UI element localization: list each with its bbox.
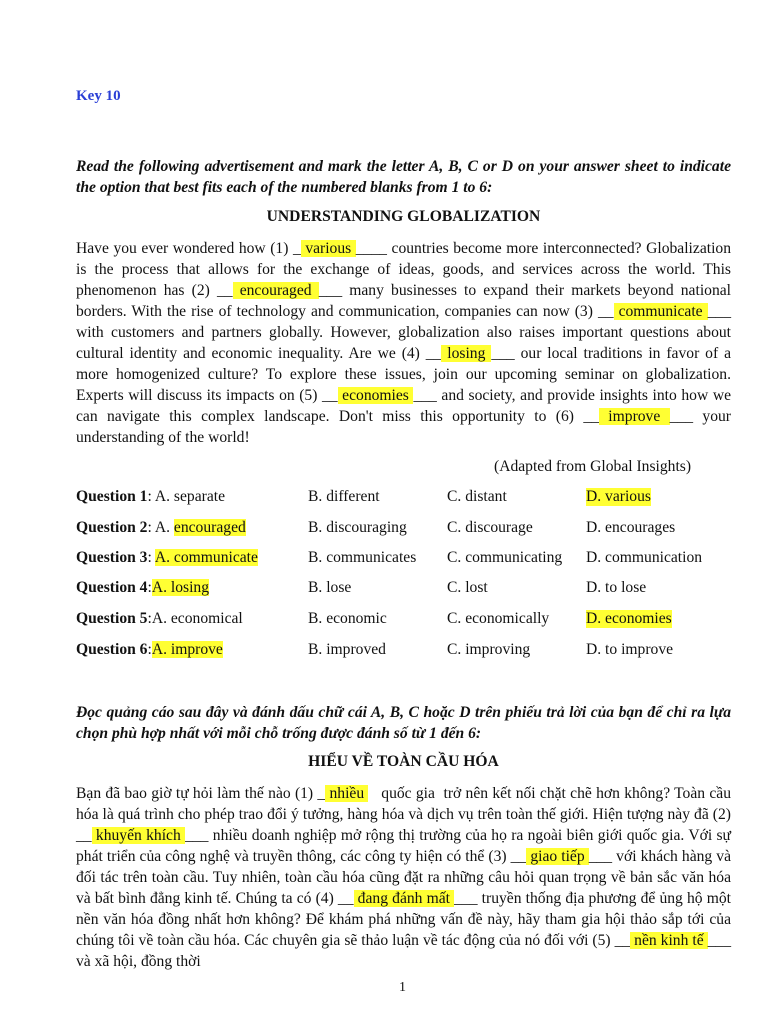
question-row-4: Question 4:A. losing B. lose C. lost D. to lose xyxy=(76,579,647,596)
answer-highlight-1: various xyxy=(300,240,356,257)
answer-highlight-6: improve xyxy=(598,408,670,425)
answer-highlight-5: nền kinh tế xyxy=(630,932,708,949)
answer-highlight-4: đang đánh mất xyxy=(353,890,455,907)
option-c: C. discourage xyxy=(447,519,533,536)
answer-highlight-5: economies xyxy=(337,387,414,404)
option-a-correct: A. losing xyxy=(151,579,210,596)
answer-highlight-2: khuyến khích xyxy=(91,827,186,844)
question-label: Question 1 xyxy=(76,488,148,505)
key-label: Key 10 xyxy=(76,88,121,104)
instruction-vietnamese: Đọc quảng cáo sau đây và đánh dấu chữ cái A, B, C hoặc D trên phiếu trả lời của bạn để chỉ ra lựa chọn phù hợp nhất với mỗi chỗ trống được đánh số từ 1 đến 6: xyxy=(76,704,731,742)
option-d: D. to lose xyxy=(586,579,647,596)
question-row-3: Question 3: A. communicate B. communicates C. communicating D. communication xyxy=(76,549,703,566)
option-b: B. communicates xyxy=(308,549,417,566)
question-row-2: Question 2: A. encouraged B. discouraging C. discourage D. encourages xyxy=(76,519,676,536)
option-d-correct: D. economies xyxy=(586,610,672,627)
question-label: Question 6 xyxy=(76,641,148,658)
option-b: B. improved xyxy=(308,641,386,658)
title-english: UNDERSTANDING GLOBALIZATION xyxy=(266,208,541,225)
option-a: A. separate xyxy=(154,488,225,505)
answer-highlight-2: encouraged xyxy=(232,282,319,299)
title-vietnamese: HIỂU VỀ TOÀN CẦU HÓA xyxy=(308,753,499,770)
answer-highlight-4: losing xyxy=(441,345,492,362)
instruction-english: Read the following advertisement and mark the letter A, B, C or D on your answer sheet to indicate the option that best fits each of the numbered blanks from 1 to 6: xyxy=(76,158,731,196)
question-label: Question 2 xyxy=(76,519,148,536)
question-row-1: Question 1: A. separate B. different C. distant D. various xyxy=(76,488,651,505)
question-row-5: Question 5:A. economical B. economic C. economically D. economies xyxy=(76,610,672,627)
option-b: B. lose xyxy=(308,579,352,596)
answer-highlight-3: communicate xyxy=(613,303,708,320)
option-d: D. communication xyxy=(586,549,703,566)
option-d-correct: D. various xyxy=(586,488,651,505)
option-b: B. different xyxy=(308,488,380,505)
option-a-correct: encouraged xyxy=(173,519,246,536)
answer-highlight-3: giao tiếp xyxy=(526,848,589,865)
option-b: B. discouraging xyxy=(308,519,407,536)
option-c: C. lost xyxy=(447,579,488,596)
answer-highlight-1: nhiều xyxy=(325,785,369,802)
question-label: Question 3 xyxy=(76,549,148,566)
question-row-6: Question 6:A. improve B. improved C. improving D. to improve xyxy=(76,641,674,658)
option-b: B. economic xyxy=(308,610,387,627)
option-d: D. to improve xyxy=(586,641,674,658)
option-a-correct: A. improve xyxy=(151,641,223,658)
question-label: Question 5 xyxy=(76,610,148,627)
question-label: Question 4 xyxy=(76,579,148,596)
option-c: C. improving xyxy=(447,641,531,658)
option-a-correct: A. communicate xyxy=(154,549,258,566)
passage-english: Have you ever wondered how (1) _ various ____ countries become more interconnected? Globalization is the process that allows for the exchange of ideas, goods, and services across the world. This phenomenon has (2) __ encouraged ___ many businesses to expand their markets beyond national borders. With the rise of technology and communication, companies can now (3) __ communicate ___ with customers and partners globally. However, globalization also raises important questions about cultural identity and economic inequality. Are we (4) __ losing ___ our local traditions in favor of a more homogenized culture? To explore these issues, join our upcoming seminar on globalization. Experts will discuss its impacts on (5) __ economies ___ and society, and provide insights into how we can navigate this complex landscape. Don't miss this opportunity to (6) __ improve ___ your understanding of the world! xyxy=(76,240,732,446)
source-citation: (Adapted from Global Insights) xyxy=(494,458,692,475)
option-d: D. encourages xyxy=(586,519,676,536)
option-c: C. communicating xyxy=(447,549,563,566)
passage-vietnamese: Bạn đã bao giờ tự hỏi làm thế nào (1) _ nhiều quốc gia trở nên kết nối chặt chẽ hơn không? Toàn cầu hóa là quá trình cho phép trao đổi ý tưởng, hàng hóa và dịch vụ trên toàn thế giới. Hiện tượng này đã (2) __ khuyến khích ___ nhiều doanh nghiệp mở rộng thị trường của họ ra ngoài biên giới quốc gia. Với sự phát triển của công nghệ và truyền thông, các công ty hiện có thể (3) __ giao tiếp ___ với khách hàng và đối tác trên toàn cầu. Tuy nhiên, toàn cầu hóa cũng đặt ra những câu hỏi quan trọng về bản sắc văn hóa và bất bình đẳng kinh tế. Chúng ta có (4) __ đang đánh mất ___ truyền thống địa phương để ủng hộ một nền văn hóa đồng nhất hơn không? Để khám phá những vấn đề này, hãy tham gia hội thảo sắp tới của chúng tôi về toàn cầu hóa. Các chuyên gia sẽ thảo luận về tác động của nó đối với (5) __ nền kinh tế ___ và xã hội, đồng thời xyxy=(76,785,735,970)
option-a: A. economical xyxy=(151,610,243,627)
page-number: 1 xyxy=(399,980,406,995)
option-c: C. distant xyxy=(447,488,507,505)
option-c: C. economically xyxy=(447,610,550,627)
